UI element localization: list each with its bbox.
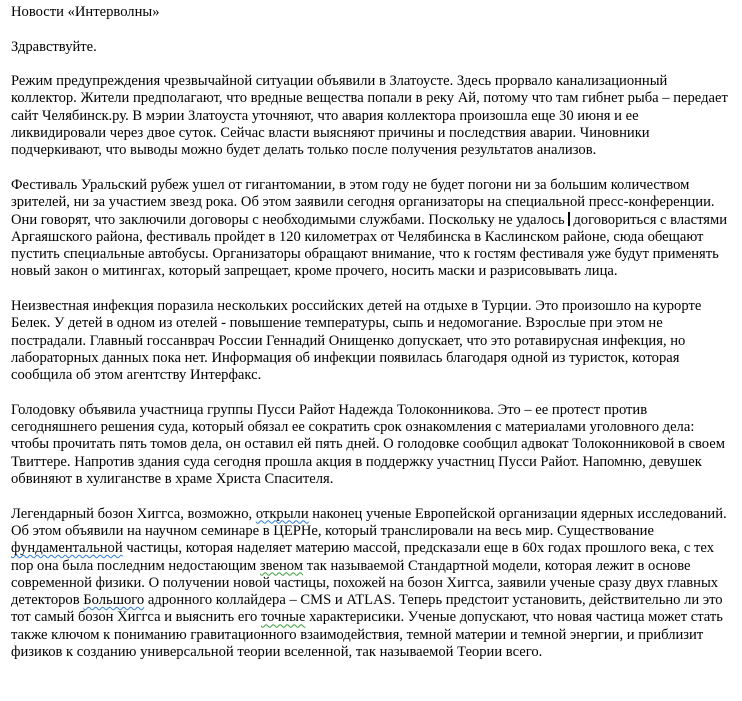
higgs-text-2: наконец ученые Европейской организации ядерных исследований. Об этом объявили на научном семинаре в ЦЕРНе, который транслировали на весь мир. Существование [11,505,727,539]
news-paragraph-higgs [11,506,736,662]
news-paragraph-zlatoust: Режим предупреждения чрезвычайной ситуации объявили в Златоусте. Здесь прорвало канализационный коллектор. Жители предполагают, что вредные вещества попали в реку Ай, потому что там гибнет рыба – передает сайт Челябинск.ру. В мэрии Златоуста уточняют, что авария коллектора произошла еще 30 июня и ее ликвидировали через двое суток. Сейчас власти выясняют причины и последствия аварии. Чиновники подчеркивают, что выводы можно будет делать только после получения результатов анализов. [11,73,728,159]
spellcheck-word-otkryli[interactable]: открыли [255,505,309,522]
document-body[interactable] [11,4,736,679]
higgs-text-4: так называемой Стандартной модели, которая лежит в основе современной физики. О получении новой частицы, похожей на бозон Хиггса, заявили ученые сразу двух главных детекторов [11,557,719,609]
spellcheck-word-bolshogo[interactable]: Большого [83,592,145,609]
text-cursor [568,212,570,226]
higgs-text-3: частицы, которая наделяет материю массой, предсказали еще в 60х годах прошлого века, с тех пор она была последним недостающим [11,540,715,574]
grammar-word-zvenom[interactable]: звеном [259,557,304,574]
higgs-text-6: характерисики. Ученые допускают, что новая частица может стать также ключом к пониманию гравитационного взаимодействия, темной материи и темной энергии, и приблизит физиков к созданию универсальной теории вселенной, так называемой Теории всего. [11,609,723,660]
greeting-paragraph: Здравствуйте. [11,38,97,55]
higgs-text-1: Легендарный бозон Хиггса, возможно, [11,505,253,522]
festival-text-after-caret: договориться с властями Аргаяшского района, фестиваль пройдет в 120 километрах от Челябинска в Каслинском районе, сюда обещают пустить специальные автобусы. Организаторы обращают внимание, что к гостям фестиваля уже будут применять новый закон о митингах, который запрещает, кроме прочего, носить маски и разрисовывать лица. [11,211,728,280]
news-paragraph-hunger-strike: Голодовку объявила участница группы Пусси Райот Надежда Толоконникова. Это – ее протест против сегодняшнего решения суда, который обязал ее сократить срок ознакомления с материалами уголовного дела: чтобы прочитать пять томов дела, он оставил ей пять дней. О голодовке сообщил адвокат Толоконниковой в своем Твиттере. Напротив здания суда сегодня прошла акция в поддержку участниц Пусси Райот. Напомню, девушек обвиняют в хулиганстве в храме Христа Спасителя. [11,401,725,488]
news-paragraph-festival [11,177,736,281]
festival-text-before-caret: Фестиваль Уральский рубеж ушел от гигантомании, в этом году не будет погони ни за большим количеством зрителей, ни за участием звезд рока. Об этом заявили сегодня организаторы на специальной пресс-конференции. Они говорят, что заключили договоры с необходимыми службами. Поскольку не удалось [11,176,715,228]
spellcheck-word-fundamentalnoy[interactable]: фундаментальной [11,540,123,557]
news-paragraph-infection: Неизвестная инфекция поразила нескольких российских детей на отдыхе в Турции. Это произошло на курорте Белек. У детей в одном из отелей - повышение температуры, сыпь и недомогание. Взрослые при этом не пострадали. Главный госсанврач России Геннадий Онищенко допускает, что это ротавирусная инфекция, но лабораторных данных пока нет. Информация об инфекции появилась благодаря одной из туристок, которая сообщила об этом агентству Интерфакс. [11,298,702,384]
document-title: Новости «Интерволны» [11,4,160,20]
higgs-text-5: адронного коллайдера – CMS и ATLAS. Теперь предстоит установить, действительно ли это тот самый бозон Хиггса и выяснить его [11,592,723,626]
grammar-word-tochnye[interactable]: точные [260,609,306,626]
